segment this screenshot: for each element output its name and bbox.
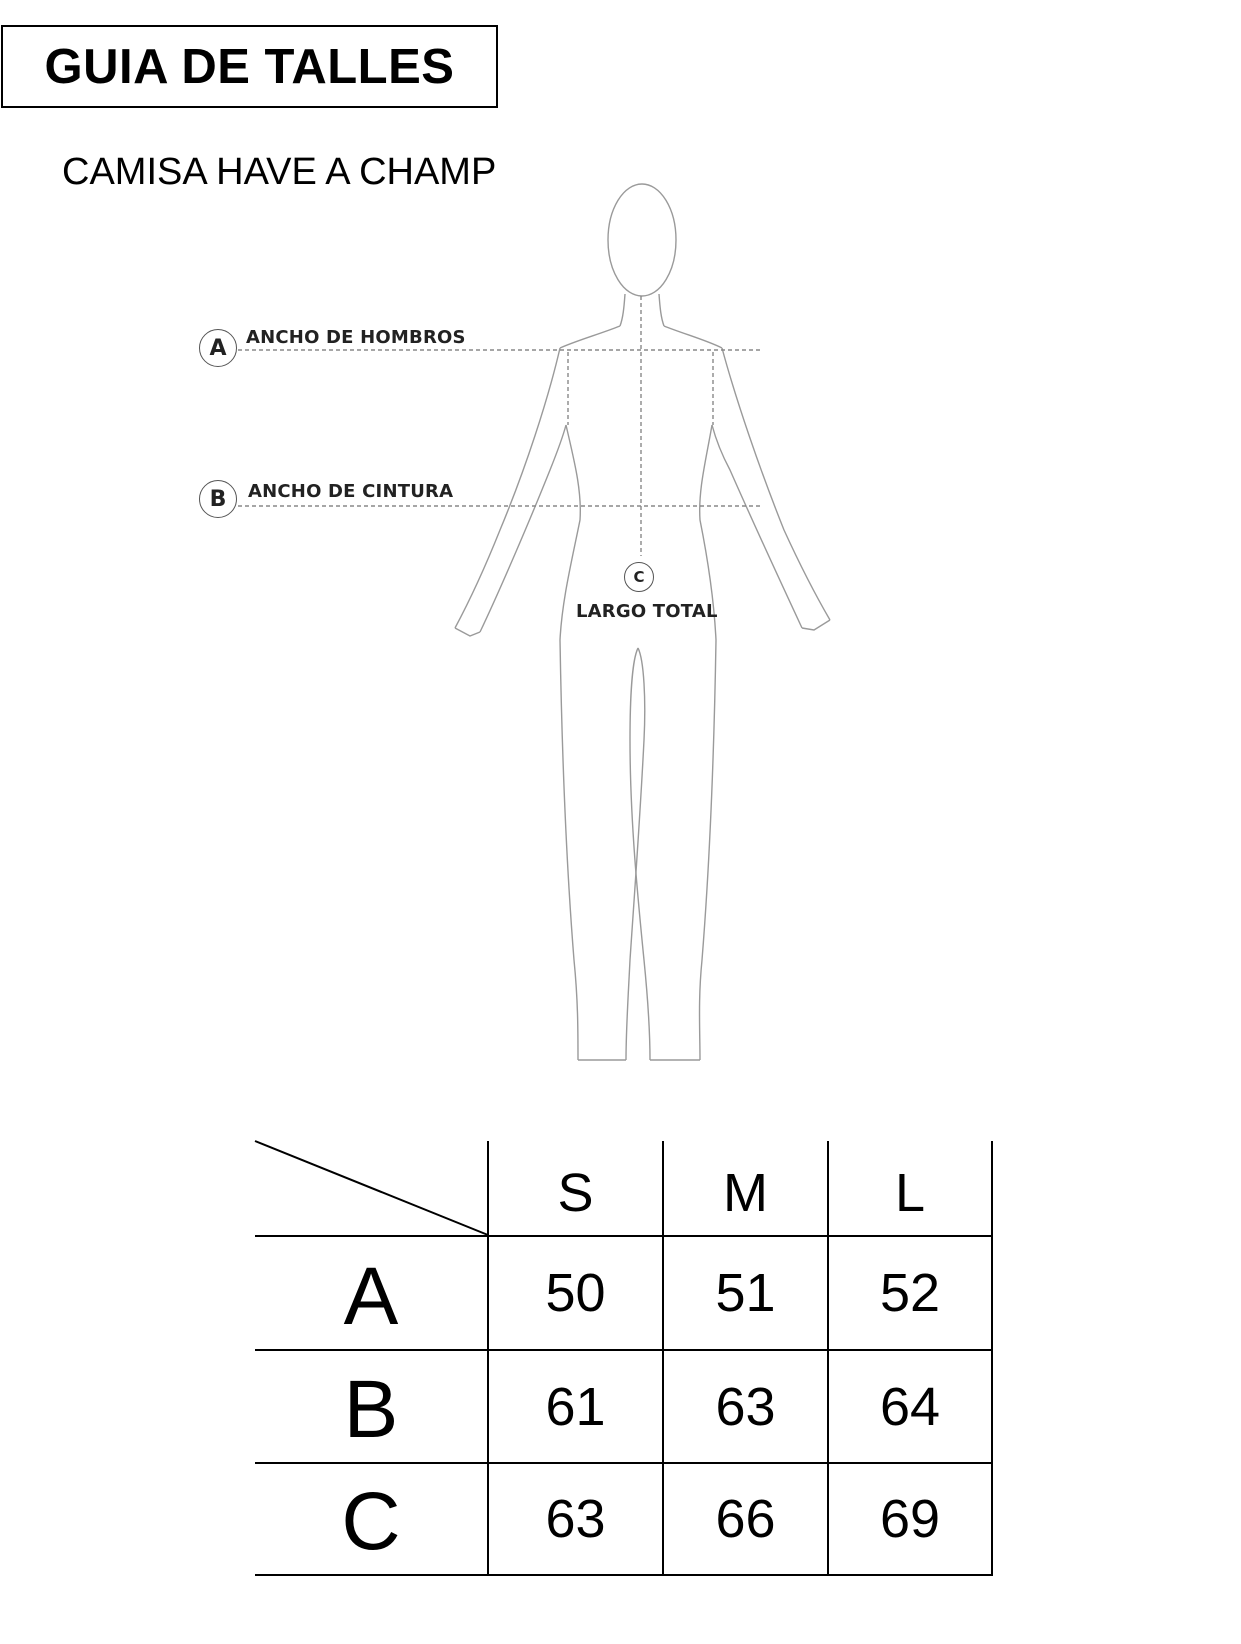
product-subtitle: CAMISA HAVE A CHAMP (62, 151, 497, 193)
marker-c-letter: C (633, 568, 645, 586)
table-cell: 64 (879, 1376, 941, 1437)
table-cell: 66 (715, 1489, 776, 1549)
size-header-s: S (557, 1162, 594, 1223)
row-header-b: B (343, 1364, 399, 1455)
marker-b-letter: B (209, 486, 227, 512)
table-cell: 52 (879, 1263, 941, 1323)
table-cell: 63 (715, 1376, 776, 1437)
page-title: GUIA DE TALLES (44, 39, 455, 94)
marker-a-letter: A (209, 335, 227, 361)
table-vline (991, 1141, 993, 1575)
marker-a-label: ANCHO DE HOMBROS (246, 327, 466, 348)
row-header-c: C (341, 1476, 401, 1567)
table-cell: 61 (545, 1376, 606, 1437)
row-header-a: A (343, 1251, 399, 1342)
table-cell: 69 (879, 1489, 941, 1549)
table-cell: 50 (545, 1263, 606, 1323)
size-header-m: M (723, 1162, 768, 1223)
table-cell: 63 (545, 1489, 606, 1549)
size-header-l: L (894, 1162, 926, 1223)
marker-b-label: ANCHO DE CINTURA (248, 481, 454, 502)
table-cell: 51 (715, 1263, 776, 1323)
marker-c-label: LARGO TOTAL (576, 601, 718, 622)
